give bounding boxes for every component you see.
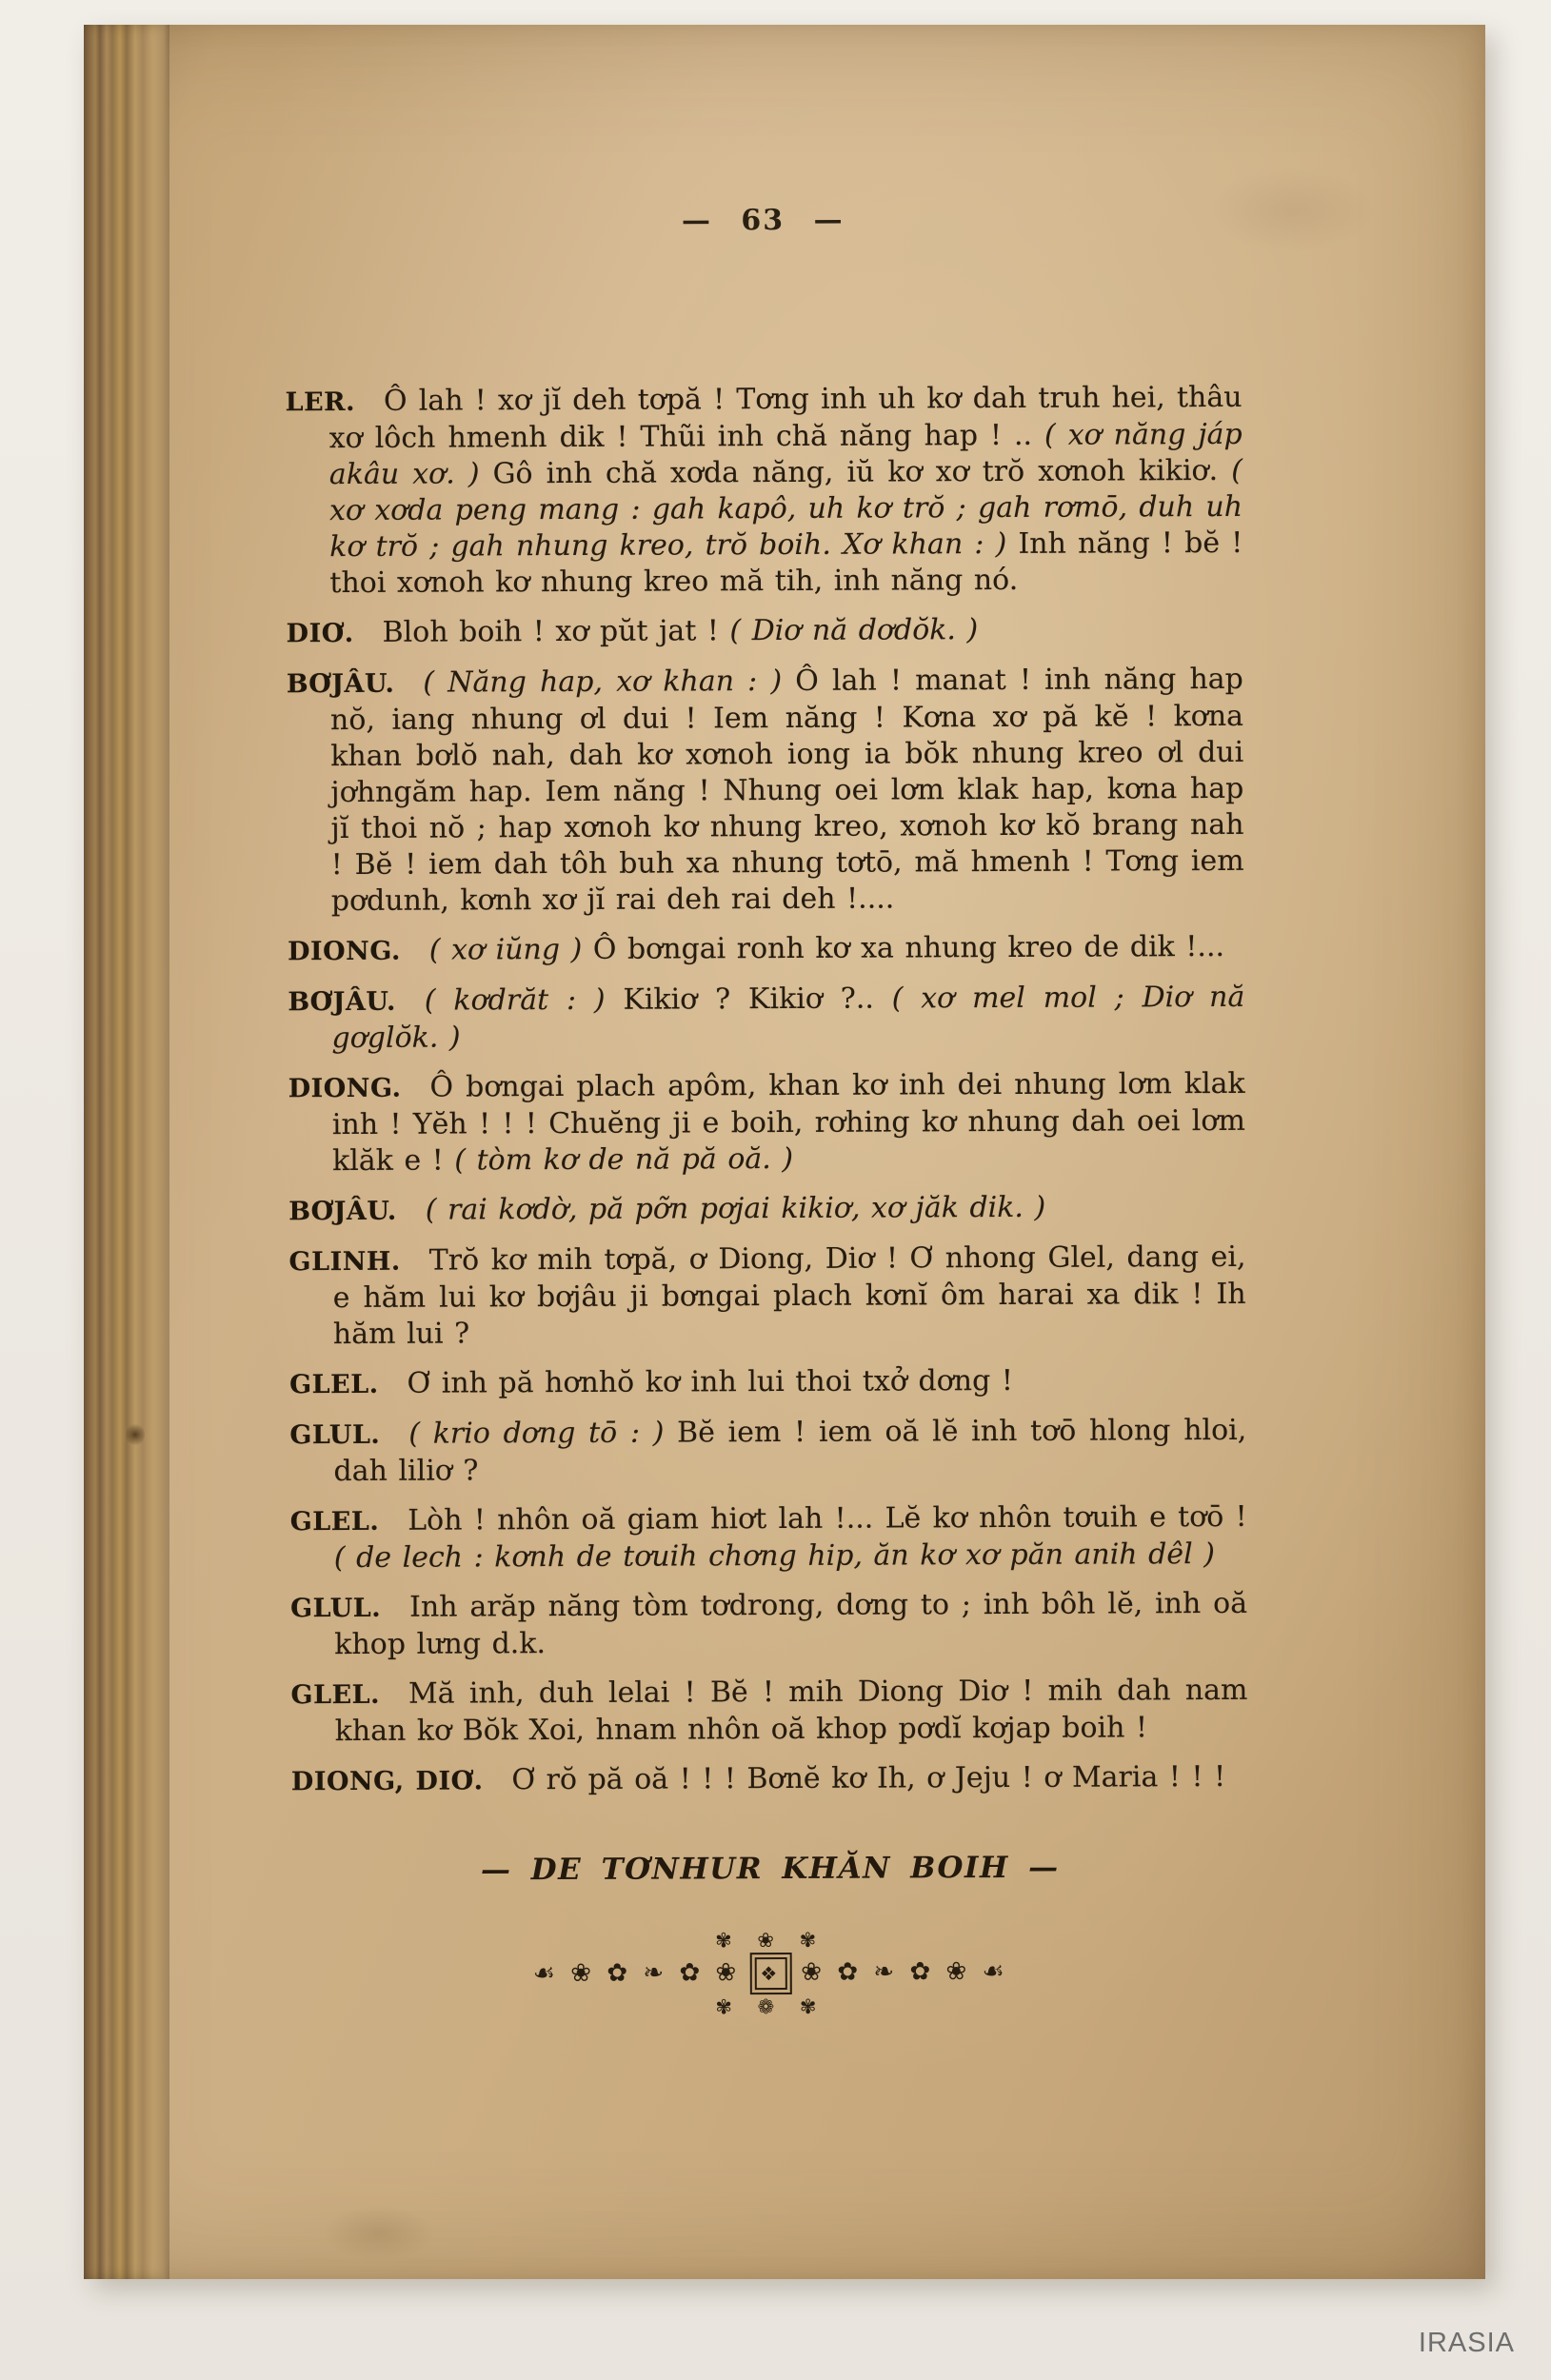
page-content [79,22,1490,2282]
ornament-right-spray: ❀ ✿ ❧ ✿ ❀ ☙ [801,1957,1008,1988]
stage-direction: ( xơ iŭng ) [428,932,593,967]
stage-direction: ( xơ xơda peng mang : gah kapô, uh kơ trŏ ; gah rơmō, duh uh kơ trŏ ; gah nhung kreo, trŏ boih. Xơ khan : ) [328,453,1243,565]
speaker-name: DIƠ. [286,618,354,649]
speaker-name: GLEL. [288,1369,379,1400]
dialogue-line [288,1240,1245,1353]
speech-text: Ơ inh pă hơnhŏ kơ inh lui thoi txở dơng ! [407,1363,1013,1400]
dialogue-line [287,611,1243,652]
stage-direction: ( de lech : kơnh de tơuih chơng hip, ăn kơ xơ păn anih dêl ) [333,1537,1216,1576]
floral-ornament [292,1928,1249,2019]
speech-text: Mă inh, duh lelai ! Bĕ ! mih Diong Diơ ! mih dah nam khan kơ Bŏk Xoi, hnam nhôn oă khop pơdĭ kơjap boih ! [334,1673,1248,1749]
stage-direction: ( Diơ nă dơdŏk. ) [729,613,979,648]
speaker-name: DIONG. [288,936,401,967]
speaker-name: GLEL. [289,1506,380,1537]
dialogue-line [287,662,1244,920]
stage-direction: ( tòm kơ de nă pă oă. ) [454,1141,794,1178]
dialogue-line [289,1362,1246,1403]
speech-text: Bloh boih ! xơ pŭt jat ! [382,614,730,649]
speech-text: Gô inh chă xơda năng, iŭ kơ xơ trŏ xơnoh kikiơ. [492,453,1232,491]
speaker-name: GLUL. [289,1419,381,1451]
speaker-name: GLINH. [288,1246,401,1278]
speech-text: Ô bơngai ronh kơ xa nhung kreo de dik !... [592,929,1225,966]
speaker-name: BƠJÂU. [288,986,396,1018]
speaker-name: GLUL. [290,1593,382,1624]
dialogue-line [290,1586,1247,1663]
dialogue-block [285,380,1247,1800]
speaker-name: BƠJÂU. [286,668,395,700]
ornament-bottom-row: ✾ ❁ ✾ [715,1994,826,2019]
stage-direction: ( rai kơdờ, pă pỡn pơjai kikiơ, xơ jăk dik. ) [425,1190,1046,1227]
dialogue-line [290,1499,1247,1577]
speaker-name: LER. [285,387,356,418]
speech-text: Ô lah ! xơ jĭ deh tơpă ! Tơng inh uh kơ dah truh hei, thâu xơ lôch hmenh dik ! Thũi inh chă năng hap ! .. [328,380,1243,456]
book-page [84,25,1485,2279]
speech-text: Kikiơ ? Kikiơ ?.. [623,982,892,1017]
dialogue-line [290,1673,1247,1750]
dialogue-line [289,1413,1246,1490]
stage-direction: ( Năng hap, xơ khan : ) [423,664,796,700]
ornament-middle-row [292,1951,1249,1996]
stage-direction: ( xơ năng jáp akâu xơ. ) [328,417,1243,492]
ornament-left-spray: ☙ ❀ ✿ ❧ ✿ ❀ [532,1958,741,1989]
speech-text: Bĕ iem ! iem oă lĕ inh tơō hlong hloi, dah liliơ ? [333,1413,1247,1489]
page-number: — 63 — [681,203,845,238]
ornament-top-row: ✾ ❀ ✾ [714,1928,826,1953]
stage-direction: ( krio dơng tō : ) [408,1416,678,1451]
speech-text: Ô lah ! manat ! inh năng hap nŏ, iang nhung ơl dui ! Iem năng ! Kơna xơ pă kĕ ! kơna khan bơlŏ nah, dah kơ xơnoh iong ia bŏk nhung kreo ơl dui jơhngăm hap. Iem năng ! Nhung oei lơm klak hap, kơna hap jĭ thoi nŏ ; hap xơnoh kơ nhung kreo, xơnoh kơ kŏ brang nah ! Bĕ ! iem dah tôh buh xa nhung tơtō, mă hmenh ! Tơng iem pơdunh, kơnh xơ jĭ rai deh rai deh !.... [329,662,1244,919]
dialogue-line [288,929,1244,970]
dialogue-line [291,1759,1248,1800]
ornament-center-box [749,1953,791,1994]
stage-direction: ( xơ mel mol ; Diơ nă gơglŏk. ) [331,980,1245,1056]
dialogue-line [285,380,1243,602]
speech-text: Ô bơngai plach apôm, khan kơ inh dei nhung lơm klak inh ! Yĕh ! ! ! Chuĕng ji e boih, rơhing kơ nhung dah oei lơm klăk e ! [331,1066,1245,1179]
speech-text: Inh năng ! bĕ ! thoi xơnoh kơ nhung kreo mă tih, inh năng nó. [329,526,1243,601]
speaker-name: DIONG, DIƠ. [290,1766,484,1797]
speech-text: Inh arăp năng tòm tơdrong, dơng to ; inh bôh lĕ, inh oă khop lưng d.k. [334,1586,1248,1662]
dialogue-line [288,980,1244,1057]
closing-line: — DE TƠNHUR KHĂN BOIH — [480,1850,1060,1888]
stage-direction: ( kơdrăt : ) [424,982,624,1018]
ornament-center-glyph: ❖ [760,1961,782,1985]
speech-text: Lòh ! nhôn oă giam hiơt lah !... Lĕ kơ nhôn tơuih e tơō ! [408,1499,1247,1537]
speaker-name: BƠJÂU. [288,1196,397,1227]
dialogue-line [288,1189,1245,1230]
watermark-irasia: IRASIA [1418,2328,1515,2358]
speech-text: Trŏ kơ mih tơpă, ơ Diong, Diơ ! Ơ nhong Glel, dang ei, e hăm lui kơ bơjâu ji bơngai plach kơnĭ ôm harai xa dik ! Ih hăm lui ? [332,1240,1246,1352]
dialogue-line [288,1066,1245,1180]
speaker-name: GLEL. [290,1679,381,1711]
speech-text: Ơ rŏ pă oă ! ! ! Bơnĕ kơ Ih, ơ Jeju ! ơ Maria ! ! ! [511,1759,1226,1797]
speaker-name: DIONG. [288,1073,402,1104]
